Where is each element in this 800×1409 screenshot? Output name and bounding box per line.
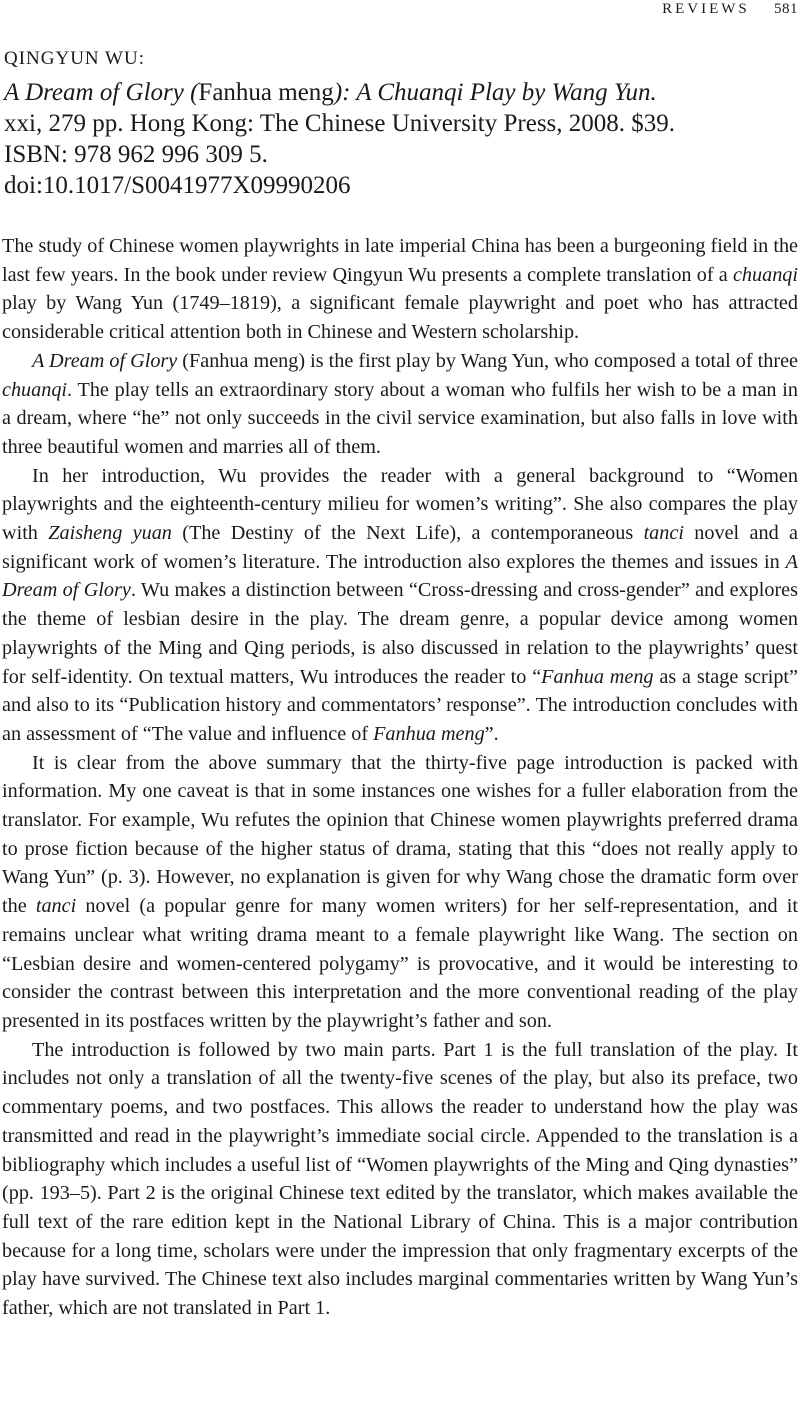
text-run: ”. xyxy=(484,722,499,745)
text-run: (The Destiny of the Next Life), a contemporaneous xyxy=(171,522,644,545)
italic-run: Fanhua meng xyxy=(373,722,485,745)
text-run: as a stage script” and also to its “Publication history and commentators’ response”. The introduction concludes with an assessment of “The value and influence of xyxy=(2,665,798,745)
book-citation xyxy=(2,48,800,201)
text-run: It is clear from the above summary that the thirty-five page introduction is packed with information. My one caveat is that in some instances one wishes for a fuller elaboration from the translator. For example, Wu refutes the opinion that Chinese women playwrights preferred drama to prose fiction because of the higher status of drama, stating that this “does not really apply to Wang Yun” (p. 3). However, no explanation is given for why Wang chose the dramatic form over the xyxy=(2,751,798,918)
publication-details: xxi, 279 pp. Hong Kong: The Chinese University Press, 2008. $39. xyxy=(4,110,676,137)
paragraph-2 xyxy=(2,347,798,462)
isbn: ISBN: 978 962 996 309 5. xyxy=(4,141,268,168)
paragraph-3 xyxy=(2,462,798,749)
book-title xyxy=(4,77,800,108)
text-run: novel (a popular genre for many women writers) for her self-representation, and it remains unclear what writing drama meant to a female playwright like Wang. The section on “Lesbian desire and women-centered polygamy” is provocative, and it would be interesting to consider the contrast between this interpretation and the more conventional reading of the play presented in its postfaces written by the playwright’s father and son. xyxy=(2,895,798,1032)
text-run: novel and a significant work of women’s literature. The introduction also explores the themes and issues in xyxy=(2,522,798,573)
book-author: QINGYUN WU: xyxy=(4,48,145,69)
text-run: The study of Chinese women playwrights in late imperial China has been a burgeoning field in the last few years. In the book under review Qingyun Wu presents a complete translation of a xyxy=(2,235,798,286)
italic-run: tanci xyxy=(35,895,77,918)
italic-run: chuanqi xyxy=(732,263,798,286)
page-number: 581 xyxy=(774,1,798,17)
paragraph-5 xyxy=(2,1036,798,1323)
text-run: (Fanhua meng) is the first play by Wang Yun, who composed a total of three xyxy=(177,349,798,372)
italic-run: chuanqi xyxy=(2,378,68,401)
text-run: . Wu makes a distinction between “Cross-dressing and cross-gender” and explores the theme of lesbian desire in the play. The dream genre, a popular device among women playwrights of the Ming and Qing periods, is also discussed in relation to the playwrights’ quest for self-identity. On textual matters, Wu introduces the reader to “ xyxy=(2,579,798,688)
paragraph-1 xyxy=(2,232,798,347)
italic-run: Fanhua meng xyxy=(541,665,654,688)
doi-link[interactable]: doi:10.1017/S0041977X09990206 xyxy=(4,172,351,199)
title-part-3: ): A Chuanqi Play by Wang Yun. xyxy=(333,79,657,106)
paragraph-4 xyxy=(2,749,798,1036)
italic-run: A Dream of Glory xyxy=(2,550,798,602)
running-head xyxy=(662,0,798,18)
text-run: The introduction is followed by two main parts. Part 1 is the full translation of the play. It includes not only a translation of all the twenty-five scenes of the play, but also its preface, two commentary poems, and two postfaces. This allows the reader to understand how the play was transmitted and read in the playwright’s immediate social circle. Appended to the translation is a bibliography which includes a useful list of “Women playwrights of the Ming and Qing dynasties” (pp. 193–5). Part 2 is the original Chinese text edited by the translator, which makes available the full text of the rare edition kept in the National Library of China. This is a major contribution because for a long time, scholars were under the impression that only fragmentary excerpts of the play have survived. The Chinese text also includes marginal commentaries written by Wang Yun’s father, which are not translated in Part 1. xyxy=(2,1038,798,1320)
title-part-1: A Dream of Glory ( xyxy=(4,79,199,106)
italic-run: A Dream of Glory xyxy=(32,349,178,372)
text-run: . The play tells an extraordinary story about a woman who fulfils her wish to be a man in a dream, where “he” not only succeeds in the civil service examination, but also falls in love with three beautiful women and marries all of them. xyxy=(2,378,798,458)
text-run: play by Wang Yun (1749–1819), a significant female playwright and poet who has attracted considerable critical attention both in Chinese and Western scholarship. xyxy=(2,292,798,344)
review-body xyxy=(2,232,798,1323)
section-label: REVIEWS xyxy=(662,1,750,17)
italic-run: tanci xyxy=(643,522,684,545)
text-run: In her introduction, Wu provides the reader with a general background to “Women playwrights and the eighteenth-century milieu for women’s writing”. She also compares the play with xyxy=(2,464,798,545)
title-part-2: Fanhua meng xyxy=(198,79,334,106)
italic-run: Zaisheng yuan xyxy=(48,522,172,545)
